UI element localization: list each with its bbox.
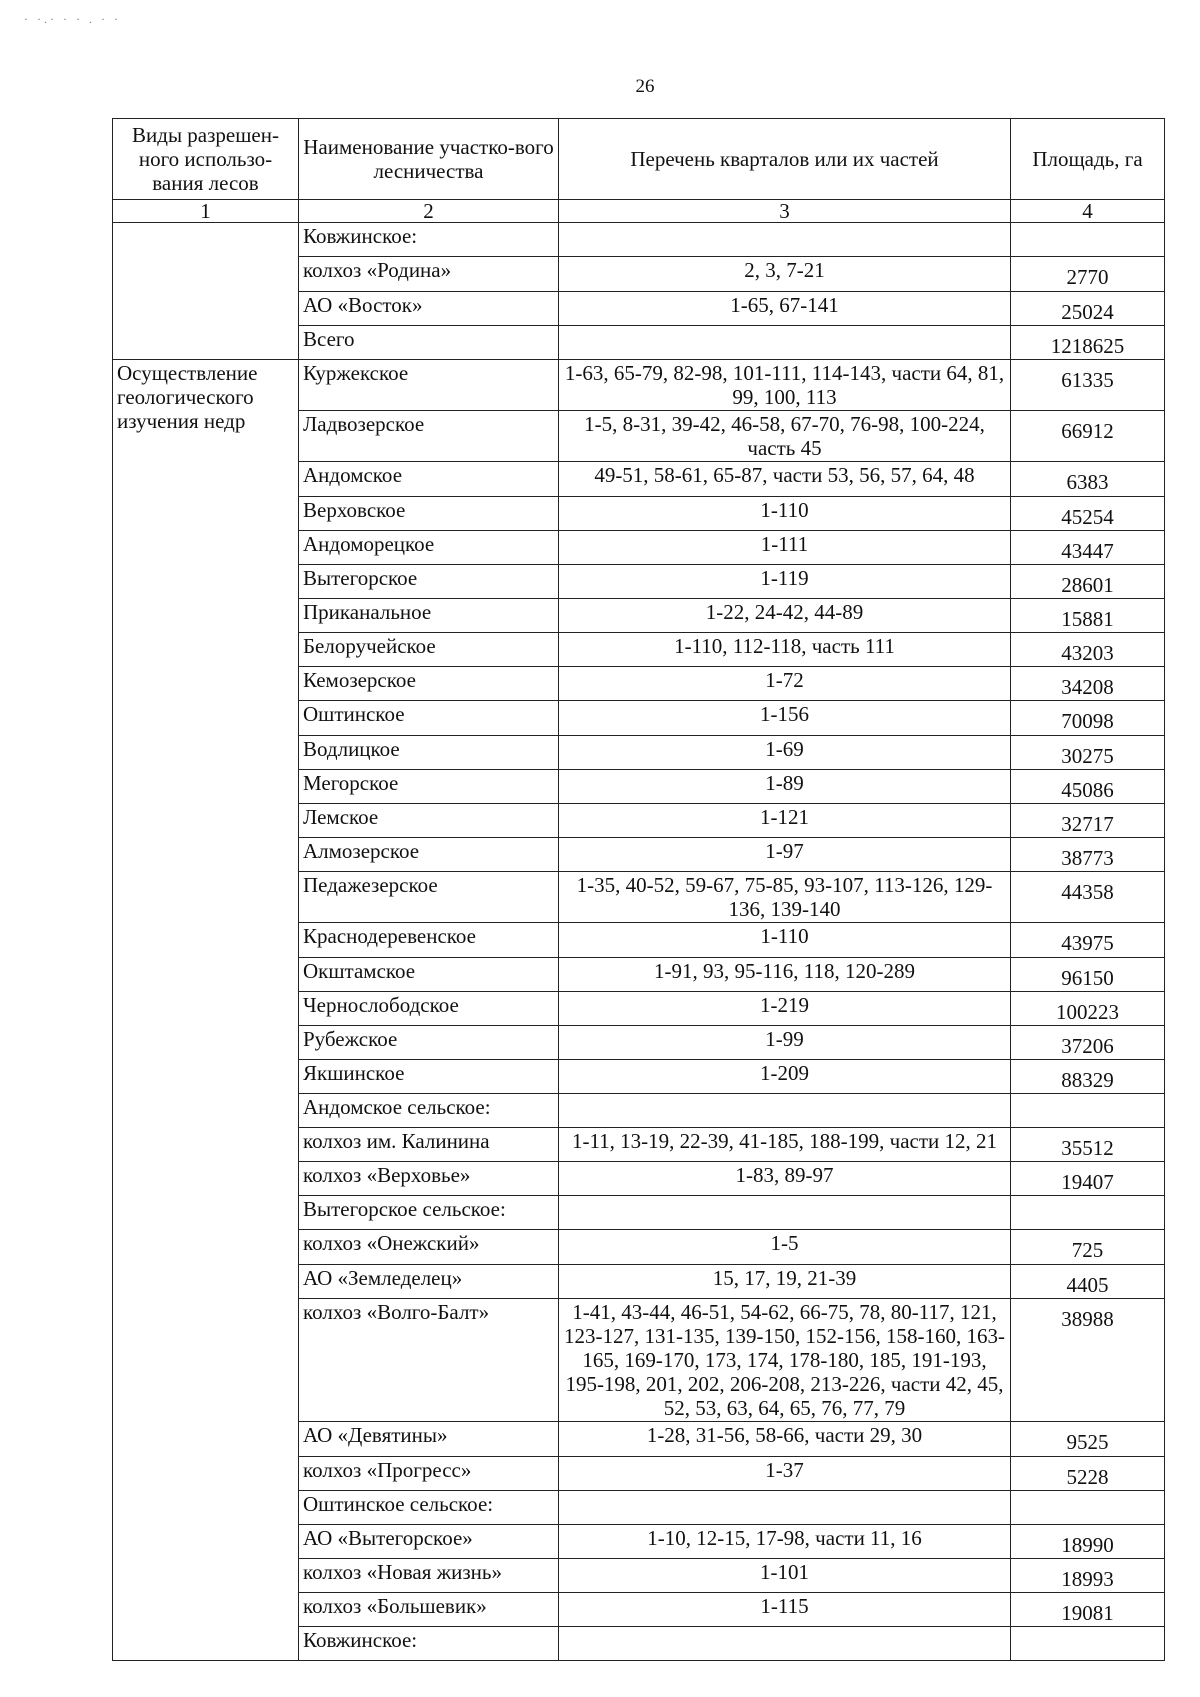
quarters-list: 1-115 (559, 1592, 1011, 1626)
area-value: 725 (1011, 1230, 1165, 1264)
forestry-name: Куржекское (299, 359, 559, 410)
area-value: 30275 (1011, 735, 1165, 769)
forestry-name: Приканальное (299, 599, 559, 633)
area-value: 61335 (1011, 359, 1165, 410)
quarters-list: 1-72 (559, 667, 1011, 701)
quarters-list: 1-5, 8-31, 39-42, 46-58, 67-70, 76-98, 100-224, часть 45 (559, 411, 1011, 462)
area-value: 43203 (1011, 633, 1165, 667)
area-value: 35512 (1011, 1128, 1165, 1162)
area-value: 70098 (1011, 701, 1165, 735)
forestry-name: Андомское сельское: (299, 1094, 559, 1128)
quarters-list: 1-219 (559, 991, 1011, 1025)
quarters-list: 1-110 (559, 496, 1011, 530)
quarters-list: 1-89 (559, 769, 1011, 803)
area-value: 5228 (1011, 1456, 1165, 1490)
forestry-name: Оштинское сельское: (299, 1490, 559, 1524)
area-value: 28601 (1011, 564, 1165, 598)
area-value: 32717 (1011, 803, 1165, 837)
quarters-list: 1-111 (559, 530, 1011, 564)
quarters-list: 2, 3, 7-21 (559, 257, 1011, 291)
forestry-name: АО «Восток» (299, 291, 559, 325)
header-forestry-name: Наименование участко-вого лесничества (299, 119, 559, 200)
forestry-name: АО «Вытегорское» (299, 1524, 559, 1558)
area-value: 18990 (1011, 1524, 1165, 1558)
use-type-cell (113, 223, 299, 359)
quarters-list: 1-101 (559, 1558, 1011, 1592)
area-value: 9525 (1011, 1422, 1165, 1456)
forestry-name: Якшинское (299, 1059, 559, 1093)
forestry-name: колхоз «Волго-Балт» (299, 1298, 559, 1422)
area-value: 38988 (1011, 1298, 1165, 1422)
area-value (1011, 1627, 1165, 1661)
area-value: 34208 (1011, 667, 1165, 701)
quarters-list: 1-119 (559, 564, 1011, 598)
area-value: 100223 (1011, 991, 1165, 1025)
forestry-name: Белоручейское (299, 633, 559, 667)
area-value: 38773 (1011, 838, 1165, 872)
quarters-list: 1-37 (559, 1456, 1011, 1490)
forestry-name: Ковжинское: (299, 1627, 559, 1661)
area-value: 1218625 (1011, 325, 1165, 359)
forestry-name: Ковжинское: (299, 223, 559, 257)
area-value: 4405 (1011, 1264, 1165, 1298)
quarters-list: 1-65, 67-141 (559, 291, 1011, 325)
area-value: 37206 (1011, 1025, 1165, 1059)
area-value: 25024 (1011, 291, 1165, 325)
quarters-list: 49-51, 58-61, 65-87, части 53, 56, 57, 64, 48 (559, 462, 1011, 496)
scan-artifact: · ·.· · · . · · (24, 12, 121, 26)
area-value: 15881 (1011, 599, 1165, 633)
quarters-list: 1-28, 31-56, 58-66, части 29, 30 (559, 1422, 1011, 1456)
area-value (1011, 223, 1165, 257)
quarters-list: 1-11, 13-19, 22-39, 41-185, 188-199, части 12, 21 (559, 1128, 1011, 1162)
forestry-name: Краснодеревенское (299, 923, 559, 957)
forestry-name: Вытегорское (299, 564, 559, 598)
forestry-name: Вытегорское сельское: (299, 1196, 559, 1230)
forestry-name: Андомское (299, 462, 559, 496)
forestry-name: Алмозерское (299, 838, 559, 872)
forestry-name: колхоз «Прогресс» (299, 1456, 559, 1490)
quarters-list: 1-110, 112-118, часть 111 (559, 633, 1011, 667)
area-value: 96150 (1011, 957, 1165, 991)
area-value: 43975 (1011, 923, 1165, 957)
quarters-list (559, 1196, 1011, 1230)
forestry-name: колхоз «Онежский» (299, 1230, 559, 1264)
forestry-name: Чернослободское (299, 991, 559, 1025)
quarters-list: 1-5 (559, 1230, 1011, 1264)
quarters-list: 1-209 (559, 1059, 1011, 1093)
quarters-list (559, 1094, 1011, 1128)
forestry-name: Рубежское (299, 1025, 559, 1059)
table-row (113, 359, 1165, 410)
quarters-list: 1-10, 12-15, 17-98, части 11, 16 (559, 1524, 1011, 1558)
forestry-name: Всего (299, 325, 559, 359)
forestry-name: колхоз «Родина» (299, 257, 559, 291)
quarters-list: 1-156 (559, 701, 1011, 735)
quarters-list: 15, 17, 19, 21-39 (559, 1264, 1011, 1298)
use-type-cell: Осуществление геологического изучения недр (113, 359, 299, 1660)
quarters-list: 1-22, 24-42, 44-89 (559, 599, 1011, 633)
area-value (1011, 1196, 1165, 1230)
allowed-uses-table (112, 118, 1165, 1661)
forestry-name: Оштинское (299, 701, 559, 735)
area-value: 45254 (1011, 496, 1165, 530)
quarters-list: 1-69 (559, 735, 1011, 769)
quarters-list: 1-63, 65-79, 82-98, 101-111, 114-143, части 64, 81, 99, 100, 113 (559, 359, 1011, 410)
area-value: 19081 (1011, 1592, 1165, 1626)
area-value: 66912 (1011, 411, 1165, 462)
quarters-list: 1-35, 40-52, 59-67, 75-85, 93-107, 113-126, 129-136, 139-140 (559, 872, 1011, 923)
quarters-list: 1-97 (559, 838, 1011, 872)
quarters-list: 1-83, 89-97 (559, 1162, 1011, 1196)
quarters-list: 1-91, 93, 95-116, 118, 120-289 (559, 957, 1011, 991)
forestry-name: Верховское (299, 496, 559, 530)
area-value: 19407 (1011, 1162, 1165, 1196)
header-area: Площадь, га (1011, 119, 1165, 200)
quarters-list: 1-121 (559, 803, 1011, 837)
table-row (113, 223, 1165, 257)
area-value: 2770 (1011, 257, 1165, 291)
area-value: 18993 (1011, 1558, 1165, 1592)
forestry-name: колхоз «Большевик» (299, 1592, 559, 1626)
forestry-name: Водлицкое (299, 735, 559, 769)
column-number: 2 (299, 200, 559, 223)
area-value (1011, 1094, 1165, 1128)
forestry-name: Мегорское (299, 769, 559, 803)
area-value: 88329 (1011, 1059, 1165, 1093)
forestry-name: АО «Девятины» (299, 1422, 559, 1456)
forestry-name: Окштамское (299, 957, 559, 991)
forestry-name: колхоз «Верховье» (299, 1162, 559, 1196)
column-number: 4 (1011, 200, 1165, 223)
header-quarters-list: Перечень кварталов или их частей (559, 119, 1011, 200)
forestry-name: Кемозерское (299, 667, 559, 701)
column-number-row (113, 200, 1165, 223)
quarters-list (559, 1627, 1011, 1661)
area-value: 45086 (1011, 769, 1165, 803)
quarters-list (559, 325, 1011, 359)
header-row (113, 119, 1165, 200)
area-value: 6383 (1011, 462, 1165, 496)
forestry-name: Лемское (299, 803, 559, 837)
area-value (1011, 1490, 1165, 1524)
forestry-name: Ладвозерское (299, 411, 559, 462)
forestry-name: АО «Земледелец» (299, 1264, 559, 1298)
forestry-name: Андоморецкое (299, 530, 559, 564)
quarters-list: 1-41, 43-44, 46-51, 54-62, 66-75, 78, 80-117, 121, 123-127, 131-135, 139-150, 152-156, 158-160, 163-165, 169-170, 173, 174, 178-180, 185, 191-193, 195-198, 201, 202, 206-208, 213-226, части 42, 45, 52, 53, 63, 64, 65, 76, 77, 79 (559, 1298, 1011, 1422)
quarters-list: 1-99 (559, 1025, 1011, 1059)
quarters-list: 1-110 (559, 923, 1011, 957)
area-value: 44358 (1011, 872, 1165, 923)
forestry-name: колхоз «Новая жизнь» (299, 1558, 559, 1592)
forestry-name: Педажезерское (299, 872, 559, 923)
quarters-list (559, 223, 1011, 257)
quarters-list (559, 1490, 1011, 1524)
forestry-name: колхоз им. Калинина (299, 1128, 559, 1162)
area-value: 43447 (1011, 530, 1165, 564)
header-use-type: Виды разрешен-ного использо-вания лесов (113, 119, 299, 200)
page-number: 26 (635, 76, 655, 97)
column-number: 1 (113, 200, 299, 223)
column-number: 3 (559, 200, 1011, 223)
